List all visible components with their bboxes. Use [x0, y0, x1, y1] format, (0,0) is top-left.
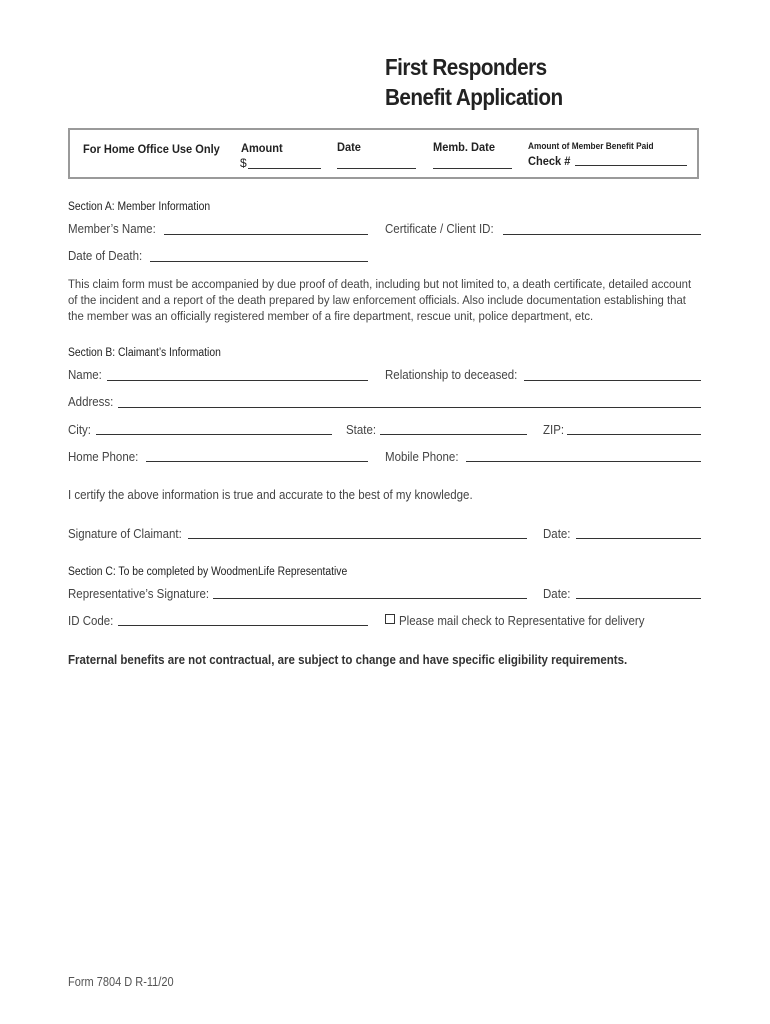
home-office-label: For Home Office Use Only	[83, 142, 220, 156]
fraternal-benefits-notice: Fraternal benefits are not contractual, are subject to change and have specific eligibility requirements.	[68, 653, 628, 667]
home-phone-field[interactable]	[146, 461, 368, 462]
id-code-field[interactable]	[118, 625, 368, 626]
amount-paid-label: Amount of Member Benefit Paid	[528, 141, 654, 151]
rep-date-label: Date:	[543, 587, 571, 601]
id-code-label: ID Code:	[68, 614, 114, 628]
zip-label: ZIP:	[543, 423, 565, 437]
section-a-title: Section A: Member Information	[68, 201, 211, 213]
proof-of-death-instructions: This claim form must be accompanied by due proof of death, including but not limited to, a death certificate, detailed account of the incident and a report of the death prepared by law enforcement officials. Also include documentation establishing that the member was an officially registered member of a fire department, rescue unit, police department, etc.	[68, 277, 692, 323]
amount-currency: $	[240, 156, 247, 170]
mail-check-checkbox[interactable]	[385, 614, 395, 624]
form-title-line1: First Responders	[385, 54, 547, 80]
date-of-death-label: Date of Death:	[68, 249, 143, 263]
amount-label: Amount	[241, 141, 283, 155]
memb-date-label: Memb. Date	[433, 140, 495, 154]
state-field[interactable]	[380, 434, 527, 435]
form-number: Form 7804 D R-11/20	[68, 975, 174, 989]
rep-signature-field[interactable]	[213, 598, 527, 599]
rep-date-field[interactable]	[576, 598, 701, 599]
check-number-label: Check #	[528, 154, 571, 168]
date-field[interactable]	[337, 168, 416, 169]
mobile-phone-field[interactable]	[466, 461, 701, 462]
members-name-label: Member’s Name:	[68, 222, 156, 236]
claimant-name-label: Name:	[68, 368, 102, 382]
section-b-title: Section B: Claimant’s Information	[68, 347, 221, 359]
mail-check-label: Please mail check to Representative for delivery	[399, 614, 645, 628]
claimant-signature-field[interactable]	[188, 538, 527, 539]
claimant-date-label: Date:	[543, 527, 571, 541]
certification-statement: I certify the above information is true and accurate to the best of my knowledge.	[68, 488, 473, 502]
address-field[interactable]	[118, 407, 701, 408]
date-of-death-field[interactable]	[150, 261, 368, 262]
mobile-phone-label: Mobile Phone:	[385, 450, 459, 464]
memb-date-field[interactable]	[433, 168, 512, 169]
rep-signature-label: Representative’s Signature:	[68, 587, 210, 601]
city-label: City:	[68, 423, 91, 437]
claimant-signature-label: Signature of Claimant:	[68, 527, 182, 541]
city-field[interactable]	[96, 434, 332, 435]
certificate-id-field[interactable]	[503, 234, 701, 235]
relationship-label: Relationship to deceased:	[385, 368, 518, 382]
zip-field[interactable]	[567, 434, 701, 435]
state-label: State:	[346, 423, 377, 437]
check-number-field[interactable]	[575, 165, 687, 166]
members-name-field[interactable]	[164, 234, 368, 235]
date-label: Date	[337, 140, 361, 154]
home-phone-label: Home Phone:	[68, 450, 139, 464]
amount-field[interactable]	[248, 168, 321, 169]
section-c-title: Section C: To be completed by WoodmenLife Representative	[68, 566, 348, 578]
relationship-field[interactable]	[524, 380, 701, 381]
address-label: Address:	[68, 395, 114, 409]
form-title-line2: Benefit Application	[385, 84, 563, 110]
claimant-name-field[interactable]	[107, 380, 368, 381]
claimant-date-field[interactable]	[576, 538, 701, 539]
certificate-id-label: Certificate / Client ID:	[385, 222, 494, 236]
